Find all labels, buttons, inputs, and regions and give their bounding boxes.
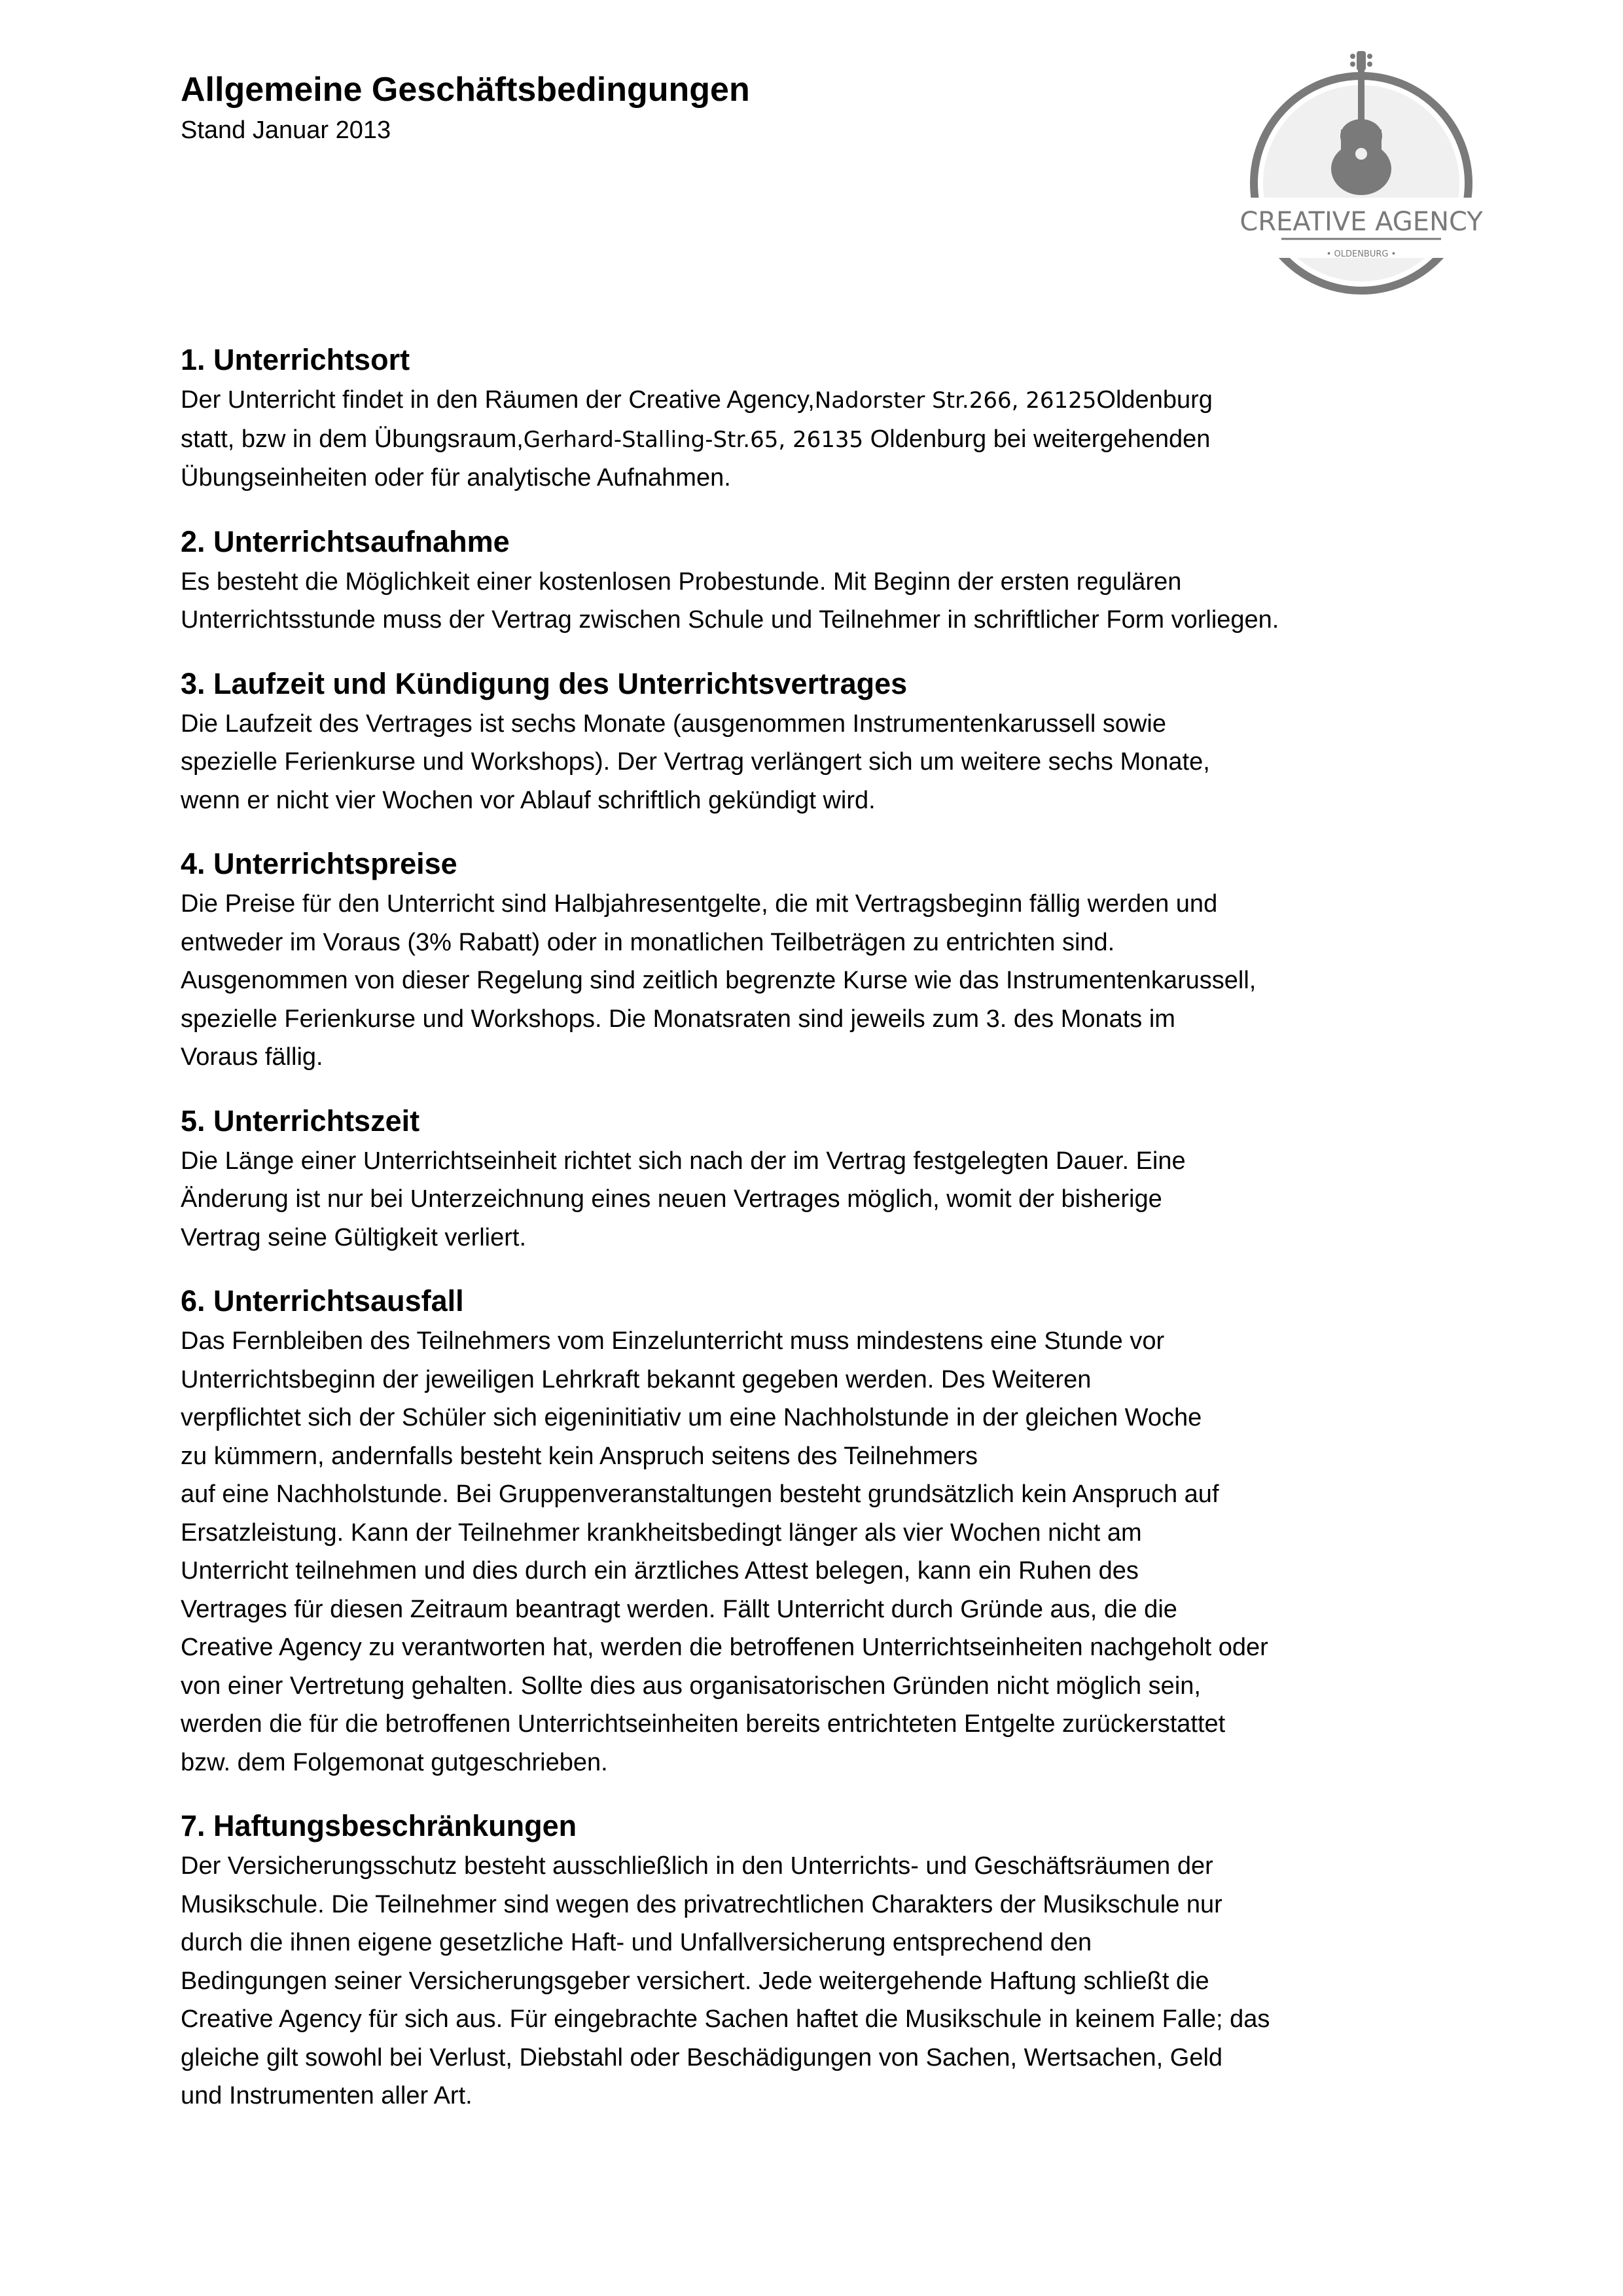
address-gerhard-stalling: Gerhard-Stalling-Str.65, 26135 (523, 426, 864, 453)
section-body: Die Preise für den Unterricht sind Halbjahresentgelte, die mit Vertragsbeginn fällig werden und entweder im Voraus (3% Rabatt) oder in monatlichen Teilbeträgen zu entrichten sind. Ausgenommen von dieser Regelung sind zeitlich begrenzte Kurse wie das Instrumentenkarussell, spezielle Ferienkurse und Workshops. Die Monatsraten sind jeweils zum 3. des Monats im Voraus fällig. (181, 890, 1257, 1071)
section-heading: 6. Unterrichtsausfall (181, 1284, 464, 1318)
section-heading: 5. Unterrichtszeit (181, 1103, 420, 1138)
body-text: Der Unterricht findet in den Räumen der Creative Agency, (181, 386, 815, 414)
section-body: Die Laufzeit des Vertrages ist sechs Monate (ausgenommen Instrumentenkarussell sowie spezielle Ferienkurse und Workshops). Der Vertrag verlängert sich um weitere sechs Monate, wenn er nicht vier Wochen vor Ablauf schriftlich gekündigt wird. (181, 709, 1210, 814)
section-unterrichtsausfall (181, 1282, 1463, 1782)
section-unterrichtsort (181, 340, 1463, 497)
section-body: Es besteht die Möglichkeit einer kostenlosen Probestunde. Mit Beginn der ersten regulären Unterrichtsstunde muss der Vertrag zwischen Schule und Teilnehmer in schriftlicher Form vorliegen. (181, 567, 1279, 634)
address-nadorster: Nadorster Str.266, 26125 (814, 387, 1097, 414)
section-unterrichtspreise (181, 844, 1463, 1077)
section-heading: 3. Laufzeit und Kündigung des Unterrichtsvertrages (181, 666, 908, 700)
section-laufzeit-kuendigung (181, 664, 1463, 820)
document-title: Allgemeine Geschäftsbedingungen (181, 71, 750, 109)
section-body: Das Fernbleiben des Teilnehmers vom Einzelunterricht muss mindestens eine Stunde vor Unterrichtsbeginn der jeweiligen Lehrkraft bekannt gegeben werden. Des Weiteren verpflichtet sich der Schüler sich eigeninitiativ um eine Nachholstunde in der gleichen Woche zu kümmern, andernfalls besteht kein Anspruch seitens des Teilnehmers auf eine Nachholstunde. Bei Gruppenveranstaltungen besteht grundsätzlich kein Anspruch auf Ersatzleistung. Kann der Teilnehmer krankheitsbedingt länger als vier Wochen nicht am Unterricht teilnehmen und dies durch ein ärztliches Attest belegen, kann ein Ruhen des Vertrages für diesen Zeitraum beantragt werden. Fällt Unterricht durch Gründe aus, die die Creative Agency zu verantworten hat, werden die betroffenen Unterrichtseinheiten nachgeholt oder von einer Vertretung gehalten. Sollte dies aus organisatorischen Gründen nicht möglich sein, werden die für die betroffenen Unterrichtseinheiten bereits entrichteten Entgelte zurückerstattet bzw. dem Folgemonat gutgeschrieben. (181, 1327, 1268, 1776)
document-header (181, 67, 750, 148)
document-date: Stand Januar 2013 (181, 117, 391, 144)
creative-agency-logo (1224, 46, 1499, 295)
section-unterrichtsaufnahme (181, 522, 1463, 639)
terms-content (181, 340, 1463, 2140)
body-text: Oldenburg bei weitergehenden Übungseinheiten oder für analytische Aufnahmen. (181, 425, 1211, 492)
logo-city: • OLDENBURG • (1326, 249, 1397, 259)
section-haftungsbeschraenkungen (181, 1806, 1463, 2115)
section-heading: 4. Unterrichtspreise (181, 847, 457, 880)
section-body: Die Länge einer Unterrichtseinheit richtet sich nach der im Vertrag festgelegten Dauer. Eine Änderung ist nur bei Unterzeichnung eines neuen Vertrages möglich, womit der bisherige Vertrag seine Gültigkeit verliert. (181, 1147, 1186, 1251)
logo-name: CREATIVE AGENCY (1240, 207, 1483, 237)
body-text: Oldenburg statt, bzw in dem Übungsraum, (181, 386, 1213, 453)
section-body (181, 381, 1463, 497)
section-heading: 1. Unterrichtsort (181, 343, 410, 376)
section-heading: 2. Unterrichtsaufnahme (181, 524, 510, 558)
section-unterrichtszeit (181, 1102, 1463, 1257)
section-body: Der Versicherungsschutz besteht ausschließlich in den Unterrichts- und Geschäftsräumen der Musikschule. Die Teilnehmer sind wegen des privatrechtlichen Charakters der Musikschule nur durch die ihnen eigene gesetzliche Haft- und Unfallversicherung entsprechend den Bedingungen seiner Versicherungsgeber versichert. Jede weitergehende Haftung schließt die Creative Agency für sich aus. Für eingebrachte Sachen haftet die Musikschule in keinem Falle; das gleiche gilt sowohl bei Verlust, Diebstahl oder Beschädigungen von Sachen, Wertsachen, Geld und Instrumenten aller Art. (181, 1852, 1270, 2109)
logo-graphic (1224, 46, 1499, 295)
section-heading: 7. Haftungsbeschränkungen (181, 1809, 577, 1842)
